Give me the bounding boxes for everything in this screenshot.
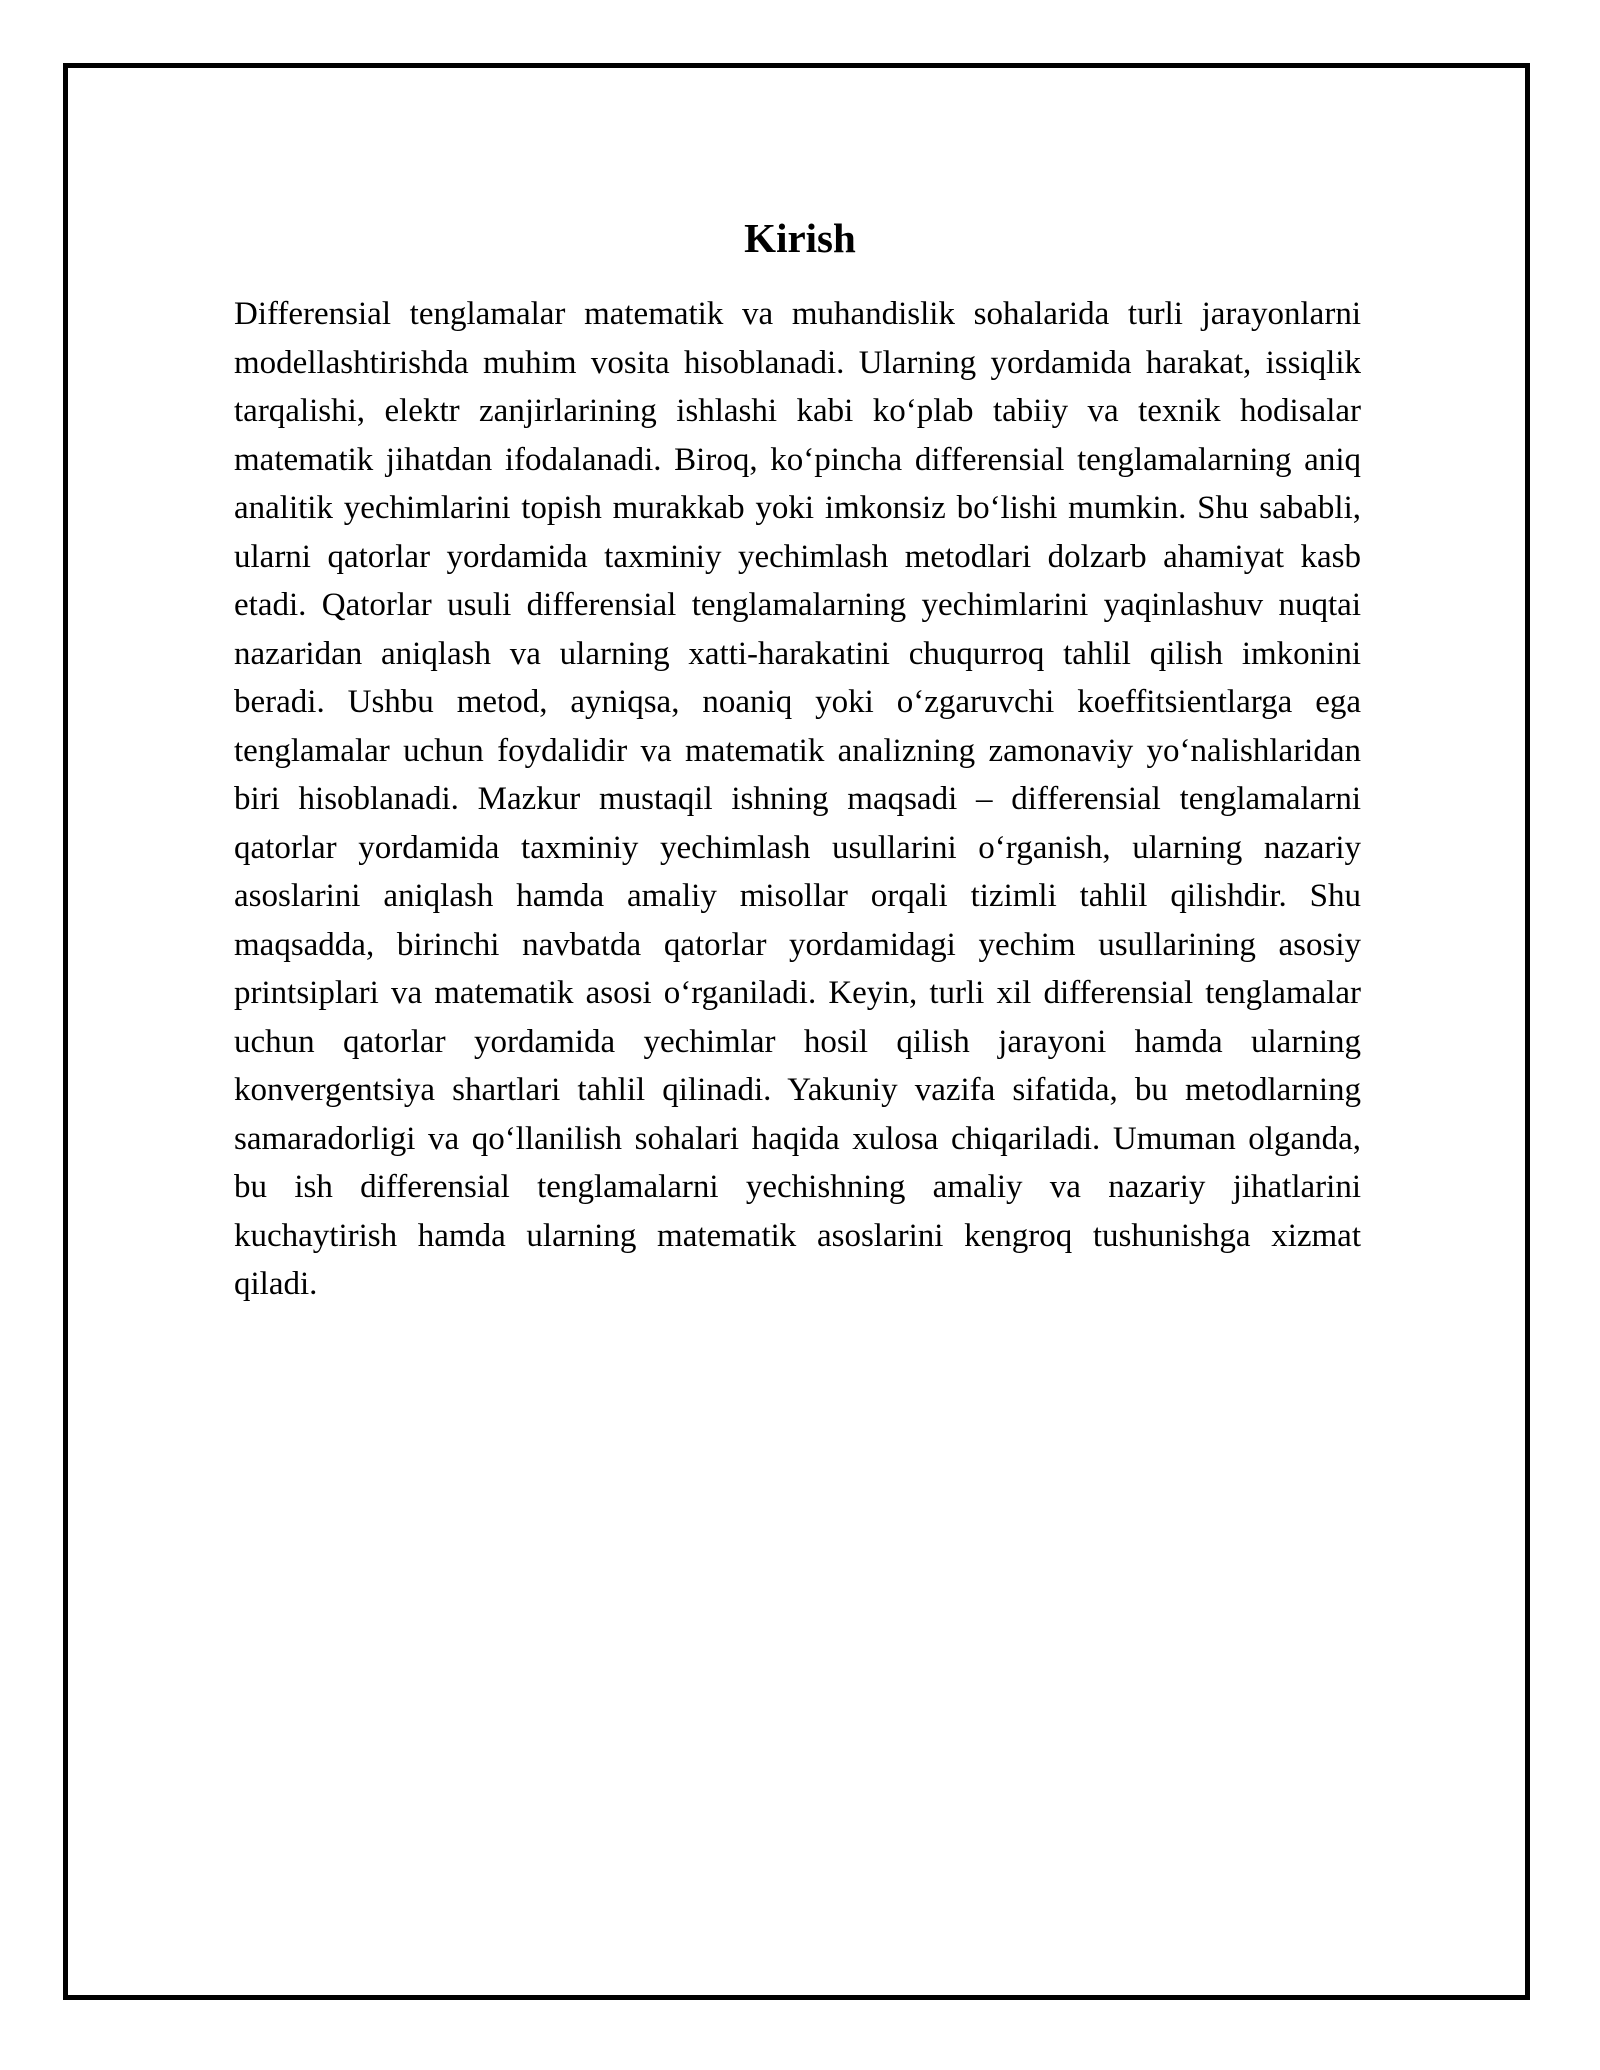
page-title: Kirish (744, 215, 856, 262)
body-paragraph: Differensial tenglamalar matematik va muhandislik sohalarida turli jarayonlarni modellashtirishda muhim vosita hisoblanadi. Ularning yordamida harakat, issiqlik tarqalishi, elektr zanjirlarining ishlashi kabi ko‘plab tabiiy va texnik hodisalar matematik jihatdan ifodalanadi. Biroq, ko‘pincha differensial tenglamalarning aniq analitik yechimlarini topish murakkab yoki imkonsiz bo‘lishi mumkin. Shu sababli, ularni qatorlar yordamida taxminiy yechimlash metodlari dolzarb ahamiyat kasb etadi. Qatorlar usuli differensial tenglamalarning yechimlarini yaqinlashuv nuqtai nazaridan aniqlash va ularning xatti-harakatini chuqurroq tahlil qilish imkonini beradi. Ushbu metod, ayniqsa, noaniq yoki o‘zgaruvchi koeffitsientlarga ega tenglamalar uchun foydalidir va matematik analizning zamonaviy yo‘nalishlaridan biri hisoblanadi. Mazkur mustaqil ishning maqsadi – differensial tenglamalarni qatorlar yordamida taxminiy yechimlash usullarini o‘rganish, ularning nazariy asoslarini aniqlash hamda amaliy misollar orqali tizimli tahlil qilishdir. Shu maqsadda, birinchi navbatda qatorlar yordamidagi yechim usullarining asosiy printsiplari va matematik asosi o‘rganiladi. Keyin, turli xil differensial tenglamalar uchun qatorlar yordamida yechimlar hosil qilish jarayoni hamda ularning konvergentsiya shartlari tahlil qilinadi. Yakuniy vazifa sifatida, bu metodlarning samaradorligi va qo‘llanilish sohalari haqida xulosa chiqariladi. Umuman olganda, bu ish differensial tenglamalarni yechishning amaliy va nazariy jihatlarini kuchaytirish hamda ularning matematik asoslarini kengroq tushunishga xizmat qiladi. (234, 296, 1361, 1302)
